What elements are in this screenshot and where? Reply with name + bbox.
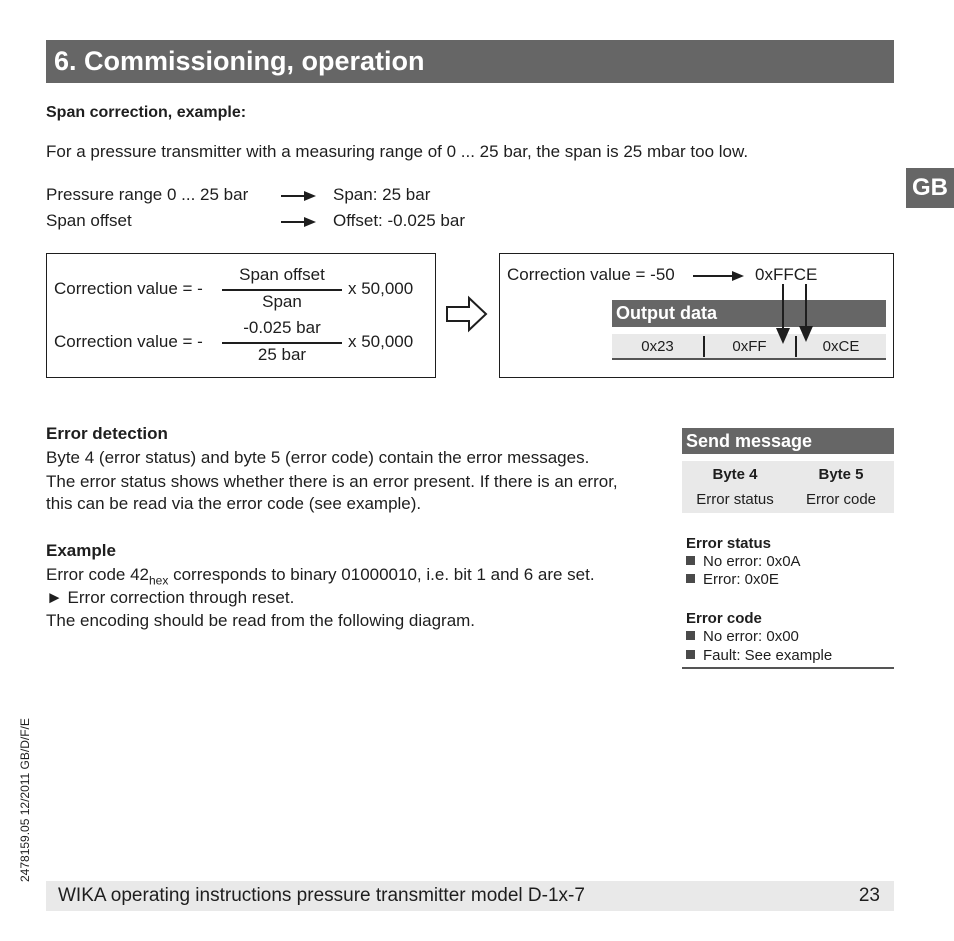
- span-value: Span: 25 bar: [333, 185, 431, 204]
- example-line-1: [46, 565, 595, 587]
- fraction-line: [222, 342, 342, 344]
- formula-prefix: Correction value = -: [54, 332, 203, 351]
- bullet-square-icon: [686, 650, 695, 659]
- footer-text: WIKA operating instructions pressure transmitter model D-1x-7: [58, 885, 585, 906]
- formula-numerator: -0.025 bar: [243, 318, 321, 337]
- formula-prefix: Correction value = -: [54, 279, 203, 298]
- output-cell: 0x23: [641, 338, 674, 355]
- hex-subscript: hex: [149, 573, 169, 588]
- arrow-line: [782, 284, 784, 334]
- example-text: corresponds to binary 01000010, i.e. bit 1 and 6 are set.: [168, 565, 595, 584]
- column-value: Error status: [696, 491, 774, 508]
- result-equation: Correction value = -50: [507, 265, 675, 284]
- error-detection-text: Byte 4 (error status) and byte 5 (error code) contain the error messages.: [46, 448, 590, 467]
- arrow-line: [281, 195, 305, 197]
- error-code-heading: Error code: [686, 610, 762, 627]
- error-status-heading: Error status: [686, 535, 772, 552]
- error-code-item: No error: 0x00: [686, 628, 799, 645]
- formula-denominator: 25 bar: [257, 345, 307, 364]
- bullet-square-icon: [686, 631, 695, 640]
- bullet-square-icon: [686, 556, 695, 565]
- example-line-3: The encoding should be read from the following diagram.: [46, 611, 476, 630]
- pressure-range-label: Pressure range 0 ... 25 bar: [46, 185, 249, 204]
- span-correction-heading: Span correction, example:: [46, 104, 247, 121]
- error-code-item: Fault: See example: [686, 647, 832, 664]
- column-title: Byte 5: [818, 466, 864, 483]
- output-cell: 0xCE: [822, 338, 860, 355]
- error-detection-text: The error status shows whether there is an error present. If there is an error,: [46, 472, 618, 491]
- fraction-line: [222, 289, 342, 291]
- footer-bar: [46, 881, 894, 911]
- column-title: Byte 4: [712, 466, 758, 483]
- page-title: 6. Commissioning, operation: [46, 40, 894, 83]
- error-status-item: Error: 0x0E: [686, 571, 779, 588]
- error-detection-text: this can be read via the error code (see example).: [46, 494, 422, 513]
- example-text: Error code 42: [46, 565, 149, 584]
- arrow-line: [693, 275, 733, 277]
- hollow-arrow-right-icon: [445, 295, 489, 333]
- output-data-header: Output data: [612, 300, 886, 327]
- formula-numerator: Span offset: [239, 265, 325, 284]
- result-hex: 0xFFCE: [755, 265, 818, 284]
- formula-multiplier: x 50,000: [348, 332, 414, 351]
- send-message-header: Send message: [682, 428, 894, 454]
- offset-value: Offset: -0.025 bar: [333, 211, 465, 230]
- arrow-right-icon: [304, 191, 316, 201]
- page-number: 23: [858, 885, 880, 906]
- formula-multiplier: x 50,000: [348, 279, 414, 298]
- span-offset-label: Span offset: [46, 211, 132, 230]
- bullet-square-icon: [686, 574, 695, 583]
- column-value: Error code: [805, 491, 877, 508]
- error-status-item: No error: 0x0A: [686, 553, 801, 570]
- arrow-right-icon: [732, 271, 744, 281]
- arrow-down-icon: [799, 326, 813, 342]
- arrow-line: [805, 284, 807, 330]
- example-line-2: ► Error correction through reset.: [46, 588, 295, 607]
- arrow-down-icon: [776, 328, 790, 344]
- formula-denominator: Span: [262, 292, 302, 311]
- arrow-right-icon: [304, 217, 316, 227]
- span-correction-intro: For a pressure transmitter with a measuring range of 0 ... 25 bar, the span is 25 mbar too low.: [46, 142, 749, 161]
- error-detection-heading: Error detection: [46, 424, 168, 443]
- document-code: 2478159.05 12/2011 GB/D/F/E: [18, 718, 32, 882]
- arrow-line: [281, 221, 305, 223]
- divider: [682, 667, 894, 669]
- output-cell: 0xFF: [732, 338, 767, 355]
- language-tab[interactable]: GB: [906, 168, 954, 208]
- example-heading: Example: [46, 541, 116, 560]
